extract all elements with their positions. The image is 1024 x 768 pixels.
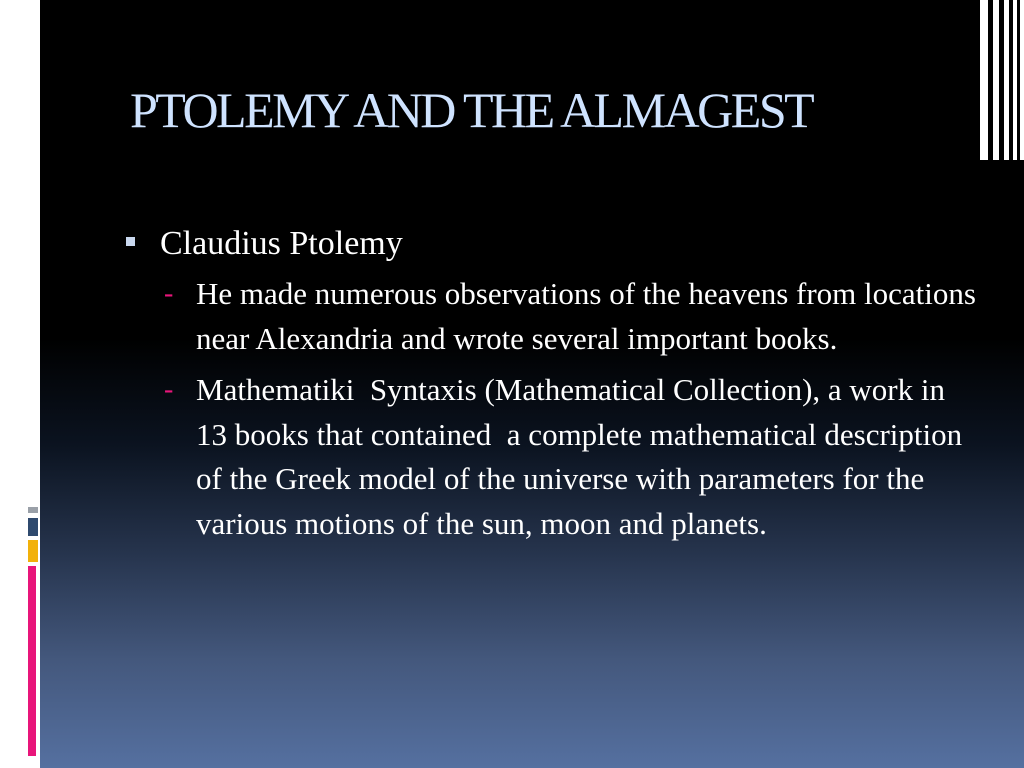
sub-bullet-item: [122, 368, 982, 546]
bullet-text: Claudius Ptolemy: [160, 225, 403, 262]
sub-bullet-item: [122, 272, 982, 361]
accent-gray-bar: [28, 507, 38, 513]
decorative-stripes: [980, 0, 1024, 160]
dash-marker: -: [164, 374, 174, 405]
slide-title: PTOLEMY AND THE ALMAGEST: [130, 82, 813, 138]
slide-content: [122, 220, 982, 546]
bullet-item: [122, 220, 982, 268]
accent-pink-bar: [28, 566, 36, 756]
dash-marker: -: [164, 278, 174, 309]
sub-bullet-text: Mathematiki Syntaxis (Mathematical Collection), a work in 13 books that contained a complete mathematical description of the Greek model of the universe with parameters for the various motions of the sun, moon and planets.: [196, 372, 970, 541]
square-bullet-icon: [126, 237, 135, 246]
accent-blue-bar: [28, 518, 38, 536]
sub-bullet-text: He made numerous observations of the heavens from locations near Alexandria and wrote several important books.: [196, 276, 976, 356]
accent-yellow-bar: [28, 540, 38, 562]
